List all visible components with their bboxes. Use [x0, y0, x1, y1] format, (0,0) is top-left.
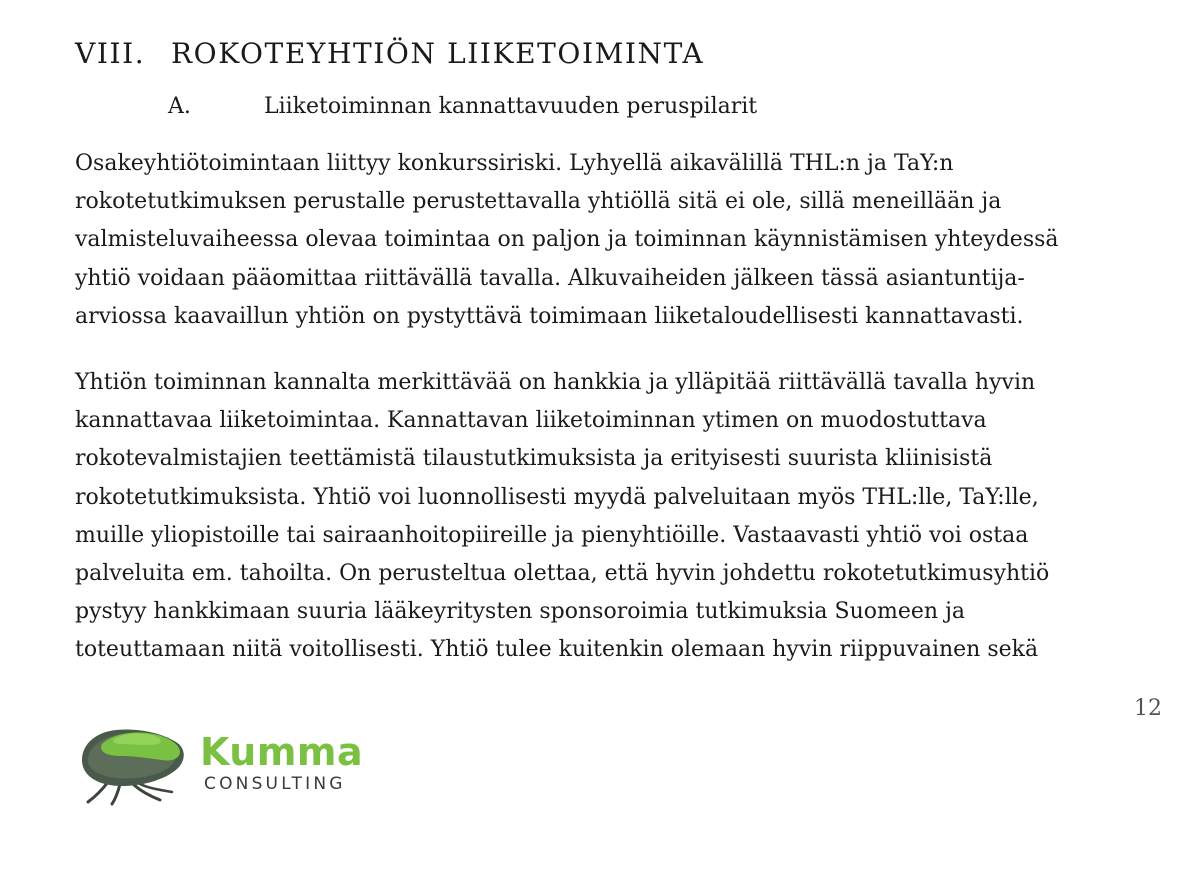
- paragraph-line: pystyy hankkimaan suuria lääkeyritysten sponsoroimia tutkimuksia Suomeen ja: [75, 599, 966, 625]
- body-paragraph: [75, 145, 1195, 336]
- paragraph-line: muille yliopistoille tai sairaanhoitopiireille ja pienyhtiöille. Vastaavasti yhtiö voi ostaa: [75, 522, 1029, 548]
- paragraph-line: yhtiö voidaan pääomittaa riittävällä tavalla. Alkuvaiheiden jälkeen tässä asiantuntija-: [75, 265, 1025, 291]
- logo-name: Kumma: [200, 730, 364, 774]
- paragraph-line: palveluita em. tahoilta. On perusteltua olettaa, että hyvin johdettu rokotetutkimusyhtiö: [75, 561, 1050, 587]
- subsection-letter: A.: [168, 94, 191, 119]
- logo-subtitle: CONSULTING: [204, 774, 346, 794]
- paragraph-line: rokotevalmistajien teettämistä tilaustutkimuksista ja erityisesti suurista kliinisistä: [75, 446, 993, 472]
- subsection-heading: [168, 89, 757, 125]
- paragraph-line: Osakeyhtiötoimintaan liittyy konkurssiriski. Lyhyellä aikavälillä THL:n ja TaY:n: [75, 151, 954, 176]
- section-title: ROKOTEYHTIÖN LIIKETOIMINTA: [171, 37, 705, 70]
- page-number: 12: [1134, 696, 1162, 721]
- paragraph-line: valmisteluvaiheessa olevaa toimintaa on paljon ja toiminnan käynnistämisen yhteydessä: [75, 227, 1059, 253]
- section-heading: [75, 34, 704, 74]
- paragraph-line: rokotetutkimuksen perustalle perustettavalla yhtiöllä sitä ei ole, sillä meneillään ja: [75, 189, 1002, 215]
- subsection-title: Liiketoiminnan kannattavuuden peruspilarit: [264, 94, 758, 119]
- footer-logo: [76, 722, 376, 812]
- paragraph-line: kannattavaa liiketoimintaa. Kannattavan liiketoiminnan ytimen on muodostuttava: [75, 408, 987, 434]
- green-stone-logo-icon: [76, 722, 196, 810]
- body-paragraph: [75, 364, 1195, 670]
- paragraph-line: Yhtiön toiminnan kannalta merkittävää on hankkia ja ylläpitää riittävällä tavalla hyvin: [75, 370, 1036, 395]
- paragraph-line: toteuttamaan niitä voitollisesti. Yhtiö tulee kuitenkin olemaan hyvin riippuvainen sekä: [75, 637, 1039, 663]
- paragraph-line: arviossa kaavaillun yhtiön on pystyttävä toimimaan liiketaloudellisesti kannattavasti.: [75, 303, 1024, 329]
- section-number: VIII.: [75, 37, 146, 70]
- paragraph-line: rokotetutkimuksista. Yhtiö voi luonnollisesti myydä palveluitaan myös THL:lle, TaY:lle,: [75, 484, 1039, 510]
